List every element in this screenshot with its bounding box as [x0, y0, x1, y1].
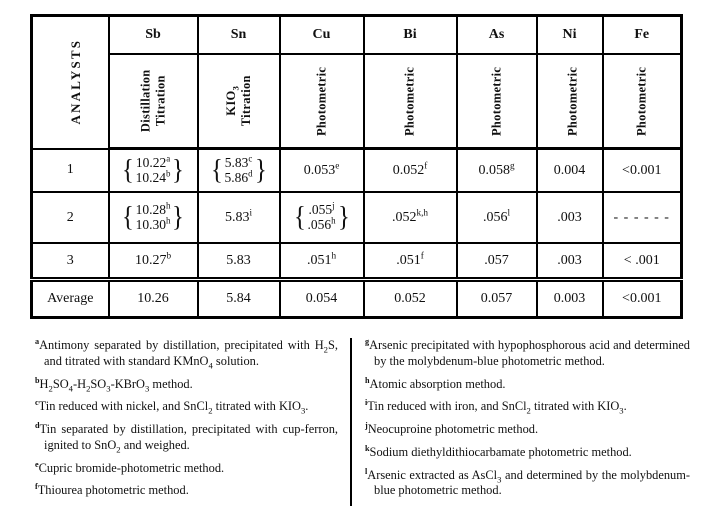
brace-left: { — [121, 201, 134, 233]
col-header-as: As — [457, 16, 537, 55]
brace-right: } — [337, 201, 350, 233]
col-header-fe: Fe — [603, 16, 682, 55]
footnotes-section — [35, 338, 690, 506]
footnote-e: $^e$Cupric bromide-photometric method. — [35, 459, 225, 475]
footnote-g: $^g$Arsenic precipitated with hypophosphorous acid and determined by the molybdenum-blue photometric method. — [365, 336, 690, 368]
brace-right: } — [254, 154, 267, 186]
method-header-fe: Photometric — [603, 54, 682, 149]
footnote-c: $^c$Tin reduced with nickel, and SnCl$_2$ titrated with $KIO_3$. — [35, 398, 309, 416]
col-header-sn: Sn — [198, 16, 280, 55]
cell-2-ni: .003 — [537, 192, 603, 243]
cell-avg-bi: 0.052 — [364, 280, 457, 318]
cell-3-sn: 5.83 — [198, 243, 280, 280]
footnote-j: $^j$Neocuproine photometric method. — [365, 420, 539, 436]
col-header-cu: Cu — [280, 16, 364, 55]
cell-avg-as: 0.057 — [457, 280, 537, 318]
cell-3-fe: < .001 — [603, 243, 682, 280]
footnote-h: $^h$Atomic absorption method. — [365, 375, 506, 391]
method-header-ni: Photometric — [537, 54, 603, 149]
analyst-2-label: 2 — [32, 192, 109, 243]
cell-3-ni: .003 — [537, 243, 603, 280]
analyst-2-row — [32, 192, 682, 243]
cell-2-fe: - - - - - - — [603, 192, 682, 243]
cell-1-sb: { 10.22$^a$ 10.24$^b$ } — [109, 149, 198, 193]
col-header-bi: Bi — [364, 16, 457, 55]
footnote-i: $^i$Tin reduced with iron, and SnCl$_2$ titrated with $KIO_3$. — [365, 398, 627, 416]
cell-avg-sb: 10.26 — [109, 280, 198, 318]
element-symbol-header-row — [32, 16, 682, 55]
brace-right: } — [172, 201, 185, 233]
cell-2-as: .056$^l$ — [457, 192, 537, 243]
analysts-label: ANALYSTS — [68, 38, 84, 125]
method-header-cu: Photometric — [280, 54, 364, 149]
cell-1-fe: <0.001 — [603, 149, 682, 193]
cell-1-cu: 0.053e — [280, 149, 364, 193]
cell-2-sn: 5.83$^i$ — [198, 192, 280, 243]
brace-right: } — [172, 154, 185, 186]
footnote-k: $^k$Sodium diethyldithiocarbamate photometric method. — [365, 443, 632, 459]
cell-1-bi: 0.052$^f$ — [364, 149, 457, 193]
cell-3-bi: .051$^f$ — [364, 243, 457, 280]
analyst-1-row — [32, 149, 682, 193]
analyst-3-label: 3 — [32, 243, 109, 280]
cell-1-as: 0.058$^g$ — [457, 149, 537, 193]
method-header-sb: Distillation Titration — [109, 54, 198, 149]
analyst-3-row — [32, 243, 682, 280]
cell-2-cu: { .055$^j$ .056$^h$ } — [280, 192, 364, 243]
cell-2-bi: .052$^{k,h}$ — [364, 192, 457, 243]
analyst-1-label: 1 — [32, 149, 109, 193]
cell-3-sb: 10.27$^b$ — [109, 243, 198, 280]
method-header-as: Photometric — [457, 54, 537, 149]
footnote-l: $^l$Arsenic extracted as AsCl$_3$ and determined by the molybdenum-blue photometric method. — [365, 466, 691, 498]
method-header-sn: $KIO_3$ Titration — [198, 54, 280, 149]
cell-1-ni: 0.004 — [537, 149, 603, 193]
cell-3-cu: .051$^h$ — [280, 243, 364, 280]
footnote-f: $^f$Thiourea photometric method. — [35, 482, 189, 498]
footnote-d: $^d$Tin separated by distillation, precipitated with cup-ferron, ignited to SnO$_2$ and weighed. — [35, 420, 338, 455]
cell-avg-fe: <0.001 — [603, 280, 682, 318]
cell-2-sb: { 10.28$^h$ 10.30$^h$ } — [109, 192, 198, 243]
cell-1-sn: { 5.83$^c$ 5.86$^d$ } — [198, 149, 280, 193]
footnotes-left-column — [35, 338, 350, 506]
analysts-corner-cell — [32, 16, 109, 149]
footnote-b: $^bH_2SO_4-H_2SO_3-KBrO_3$ method. — [35, 375, 193, 393]
footnotes-right-column — [350, 338, 690, 506]
brace-left: { — [293, 201, 306, 233]
cell-avg-cu: 0.054 — [280, 280, 364, 318]
cell-3-as: .057 — [457, 243, 537, 280]
average-row — [32, 280, 682, 318]
cell-avg-ni: 0.003 — [537, 280, 603, 318]
footnote-a: $^a$Antimony separated by distillation, precipitated with $H_2S$, and titrated with standard KMnO$_4$ solution. — [35, 336, 338, 371]
col-header-sb: Sb — [109, 16, 198, 55]
method-header-row — [32, 54, 682, 149]
cell-avg-sn: 5.84 — [198, 280, 280, 318]
method-header-bi: Photometric — [364, 54, 457, 149]
brace-left: { — [121, 154, 134, 186]
brace-left: { — [210, 154, 223, 186]
col-header-ni: Ni — [537, 16, 603, 55]
analysis-results-table — [30, 14, 683, 319]
average-label: Average — [32, 280, 109, 318]
